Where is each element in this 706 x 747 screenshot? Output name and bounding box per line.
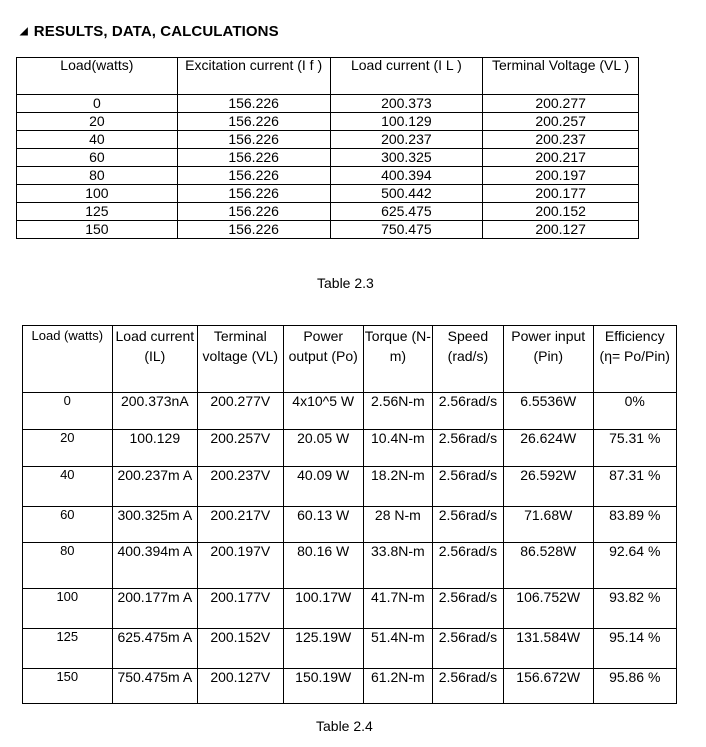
cell-load: 0 bbox=[17, 95, 178, 113]
cell-excitation-current: 156.226 bbox=[177, 149, 330, 167]
cell-torque: 28 N-m bbox=[363, 507, 432, 543]
table-row bbox=[17, 167, 639, 185]
cell-terminal-voltage: 200.257V bbox=[198, 430, 283, 467]
cell-power-output: 60.13 W bbox=[283, 507, 363, 543]
cell-power-input: 156.672W bbox=[503, 669, 593, 704]
table-2-3-caption: Table 2.3 bbox=[317, 275, 374, 291]
cell-load: 0 bbox=[23, 393, 113, 430]
header-load-current: Load current (I L ) bbox=[330, 58, 483, 95]
table-2-4 bbox=[22, 325, 677, 704]
header-load: Load(watts) bbox=[17, 58, 178, 95]
cell-load-current: 200.177m A bbox=[112, 589, 197, 629]
table-row bbox=[23, 629, 677, 669]
cell-terminal-voltage: 200.277 bbox=[483, 95, 639, 113]
cell-load-current: 500.442 bbox=[330, 185, 483, 203]
cell-power-input: 106.752W bbox=[503, 589, 593, 629]
cell-efficiency: 95.14 % bbox=[593, 629, 676, 669]
cell-power-output: 40.09 W bbox=[283, 467, 363, 507]
table-row bbox=[23, 589, 677, 629]
cell-terminal-voltage: 200.127V bbox=[198, 669, 283, 704]
table-header-row bbox=[17, 58, 639, 95]
cell-speed: 2.56rad/s bbox=[432, 430, 503, 467]
table-row bbox=[23, 430, 677, 467]
cell-torque: 61.2N-m bbox=[363, 669, 432, 704]
table-row bbox=[23, 543, 677, 589]
collapse-triangle-icon[interactable]: ◢ bbox=[20, 26, 28, 37]
cell-efficiency: 87.31 % bbox=[593, 467, 676, 507]
table-header-row bbox=[23, 326, 677, 393]
cell-load-current: 100.129 bbox=[112, 430, 197, 467]
header-power-output: Power output (Po) bbox=[283, 326, 363, 393]
table-row bbox=[17, 95, 639, 113]
cell-speed: 2.56rad/s bbox=[432, 393, 503, 430]
cell-torque: 41.7N-m bbox=[363, 589, 432, 629]
table-2-3 bbox=[16, 57, 639, 239]
cell-power-input: 6.5536W bbox=[503, 393, 593, 430]
cell-load: 40 bbox=[17, 131, 178, 149]
cell-load-current: 750.475 bbox=[330, 221, 483, 239]
header-speed: Speed (rad/s) bbox=[432, 326, 503, 393]
cell-load-current: 400.394m A bbox=[112, 543, 197, 589]
header-load-current-text: Load current (IL) bbox=[115, 328, 195, 364]
cell-terminal-voltage: 200.177V bbox=[198, 589, 283, 629]
cell-terminal-voltage: 200.217V bbox=[198, 507, 283, 543]
cell-load-current: 200.373nA bbox=[112, 393, 197, 430]
cell-terminal-voltage: 200.177 bbox=[483, 185, 639, 203]
table-row bbox=[17, 221, 639, 239]
header-terminal-voltage: Terminal voltage (VL) bbox=[198, 326, 283, 393]
cell-load: 20 bbox=[17, 113, 178, 131]
cell-torque: 18.2N-m bbox=[363, 467, 432, 507]
cell-power-input: 131.584W bbox=[503, 629, 593, 669]
cell-speed: 2.56rad/s bbox=[432, 669, 503, 704]
cell-terminal-voltage: 200.152V bbox=[198, 629, 283, 669]
table-row bbox=[17, 203, 639, 221]
cell-power-input: 71.68W bbox=[503, 507, 593, 543]
table-row bbox=[17, 113, 639, 131]
table-row bbox=[17, 131, 639, 149]
cell-efficiency: 75.31 % bbox=[593, 430, 676, 467]
cell-speed: 2.56rad/s bbox=[432, 543, 503, 589]
cell-load: 125 bbox=[23, 629, 113, 669]
cell-terminal-voltage: 200.217 bbox=[483, 149, 639, 167]
cell-load: 150 bbox=[17, 221, 178, 239]
cell-efficiency: 0% bbox=[593, 393, 676, 430]
cell-efficiency: 95.86 % bbox=[593, 669, 676, 704]
cell-terminal-voltage: 200.277V bbox=[198, 393, 283, 430]
cell-torque: 33.8N-m bbox=[363, 543, 432, 589]
cell-speed: 2.56rad/s bbox=[432, 467, 503, 507]
cell-load-current: 625.475 bbox=[330, 203, 483, 221]
cell-torque: 51.4N-m bbox=[363, 629, 432, 669]
table-row bbox=[17, 185, 639, 203]
cell-load: 100 bbox=[23, 589, 113, 629]
cell-power-output: 4x10^5 W bbox=[283, 393, 363, 430]
cell-power-output: 125.19W bbox=[283, 629, 363, 669]
header-efficiency: Efficiency (η= Po/Pin) bbox=[593, 326, 676, 393]
table-row bbox=[17, 149, 639, 167]
cell-efficiency: 83.89 % bbox=[593, 507, 676, 543]
cell-power-output: 100.17W bbox=[283, 589, 363, 629]
cell-terminal-voltage: 200.127 bbox=[483, 221, 639, 239]
cell-excitation-current: 156.226 bbox=[177, 203, 330, 221]
cell-speed: 2.56rad/s bbox=[432, 589, 503, 629]
header-terminal-voltage: Terminal Voltage (VL ) bbox=[483, 58, 639, 95]
cell-load: 100 bbox=[17, 185, 178, 203]
table-row bbox=[23, 393, 677, 430]
cell-power-input: 86.528W bbox=[503, 543, 593, 589]
cell-power-input: 26.624W bbox=[503, 430, 593, 467]
table-row bbox=[23, 507, 677, 543]
cell-load: 40 bbox=[23, 467, 113, 507]
cell-torque: 10.4N-m bbox=[363, 430, 432, 467]
cell-load: 150 bbox=[23, 669, 113, 704]
cell-terminal-voltage: 200.237 bbox=[483, 131, 639, 149]
cell-speed: 2.56rad/s bbox=[432, 629, 503, 669]
cell-load-current: 200.373 bbox=[330, 95, 483, 113]
cell-excitation-current: 156.226 bbox=[177, 167, 330, 185]
header-excitation-current: Excitation current (I f ) bbox=[177, 58, 330, 95]
table-2-4-caption: Table 2.4 bbox=[316, 718, 373, 734]
cell-terminal-voltage: 200.237V bbox=[198, 467, 283, 507]
cell-efficiency: 93.82 % bbox=[593, 589, 676, 629]
cell-excitation-current: 156.226 bbox=[177, 113, 330, 131]
cell-speed: 2.56rad/s bbox=[432, 507, 503, 543]
cell-terminal-voltage: 200.152 bbox=[483, 203, 639, 221]
cell-load-current: 100.129 bbox=[330, 113, 483, 131]
header-torque: Torque (N-m) bbox=[363, 326, 432, 393]
cell-terminal-voltage: 200.197V bbox=[198, 543, 283, 589]
cell-load: 60 bbox=[23, 507, 113, 543]
table-row bbox=[23, 467, 677, 507]
cell-load: 125 bbox=[17, 203, 178, 221]
header-power-input: Power input (Pin) bbox=[503, 326, 593, 393]
cell-excitation-current: 156.226 bbox=[177, 131, 330, 149]
cell-load: 80 bbox=[17, 167, 178, 185]
header-load: Load (watts) bbox=[23, 326, 113, 393]
cell-excitation-current: 156.226 bbox=[177, 221, 330, 239]
cell-efficiency: 92.64 % bbox=[593, 543, 676, 589]
cell-terminal-voltage: 200.197 bbox=[483, 167, 639, 185]
cell-load: 20 bbox=[23, 430, 113, 467]
cell-load-current: 300.325 bbox=[330, 149, 483, 167]
cell-terminal-voltage: 200.257 bbox=[483, 113, 639, 131]
cell-load-current: 750.475m A bbox=[112, 669, 197, 704]
cell-torque: 2.56N-m bbox=[363, 393, 432, 430]
cell-load: 80 bbox=[23, 543, 113, 589]
cell-load-current: 300.325m A bbox=[112, 507, 197, 543]
cell-power-output: 20.05 W bbox=[283, 430, 363, 467]
cell-load-current: 200.237m A bbox=[112, 467, 197, 507]
cell-load-current: 625.475m A bbox=[112, 629, 197, 669]
header-load-current bbox=[112, 326, 197, 393]
cell-excitation-current: 156.226 bbox=[177, 95, 330, 113]
cell-power-output: 150.19W bbox=[283, 669, 363, 704]
section-heading-text: RESULTS, DATA, CALCULATIONS bbox=[33, 23, 279, 40]
cell-load: 60 bbox=[17, 149, 178, 167]
table-row bbox=[23, 669, 677, 704]
cell-power-input: 26.592W bbox=[503, 467, 593, 507]
cell-load-current: 400.394 bbox=[330, 167, 483, 185]
section-heading bbox=[20, 23, 279, 40]
cell-load-current: 200.237 bbox=[330, 131, 483, 149]
cell-power-output: 80.16 W bbox=[283, 543, 363, 589]
cell-excitation-current: 156.226 bbox=[177, 185, 330, 203]
